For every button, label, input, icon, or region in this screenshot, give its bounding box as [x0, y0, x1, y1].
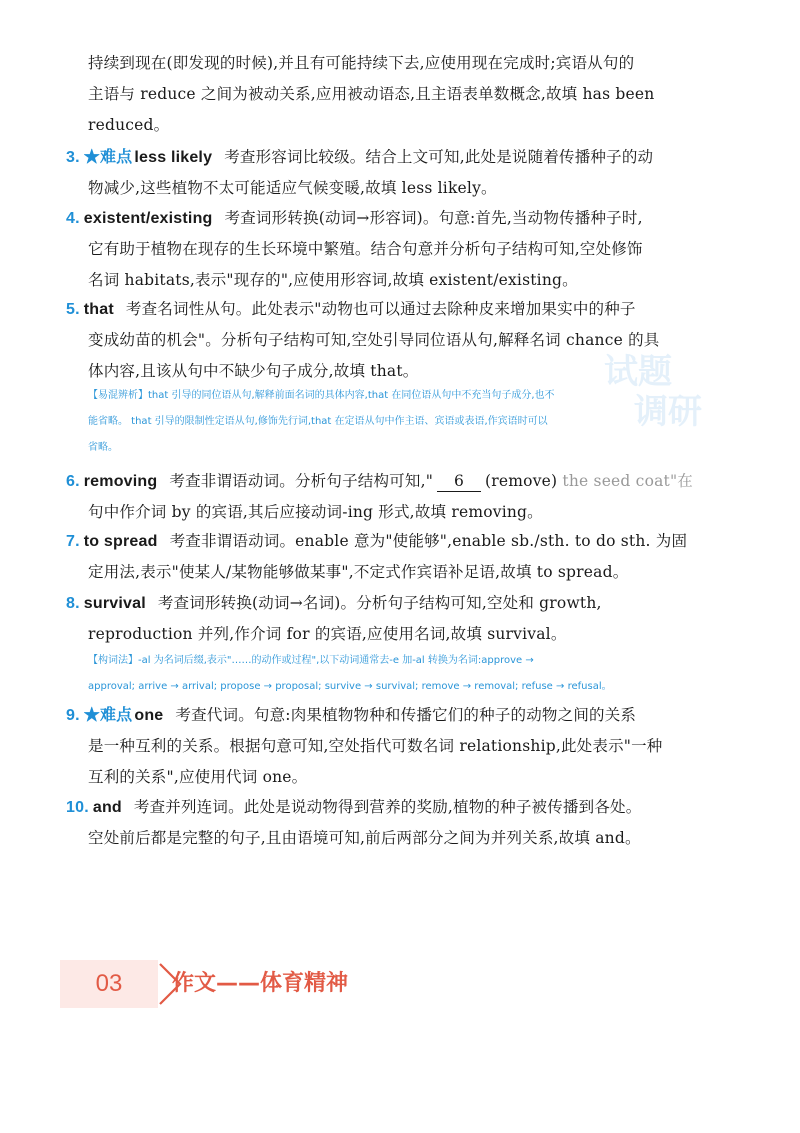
answer-key: removing: [83, 473, 158, 490]
answer-item-8: [66, 588, 746, 650]
explanation-text: 考查名词性从句。此处表示"动物也可以通过去除种皮来增加果实中的种子: [125, 300, 636, 318]
faded-text: the seed coat"在: [557, 472, 693, 490]
blank-number: 6: [437, 471, 481, 492]
item-number: 8.: [66, 595, 80, 612]
intro-paragraph: [66, 48, 746, 141]
explanation-text: 它有助于植物在现存的生长环境中繁殖。结合句意并分析句子结构可知,空处修饰: [88, 240, 643, 258]
answer-key: one: [134, 707, 164, 724]
note-line: 省略。: [88, 442, 118, 453]
text-line: reduced。: [88, 116, 170, 134]
item-number: 3.: [66, 149, 80, 166]
item-number: 6.: [66, 473, 80, 490]
section-number: 03: [60, 960, 158, 1008]
item-number: 9.: [66, 707, 80, 724]
item-number: 7.: [66, 533, 80, 550]
difficulty-star: ★难点: [83, 149, 133, 166]
explanation-text: 考查词形转换(动词→名词)。分析句子结构可知,空处和 growth,: [157, 594, 602, 612]
note-line: 能省略。 that 引导的限制性定语从句,修饰先行词,that 在定语从句中作主语、宾语或表语,作宾语时可以: [88, 416, 548, 427]
note-line: approval; arrive → arrival; propose → proposal; survive → survival; remove → removal; refuse → refusal。: [88, 681, 612, 692]
explanation-text: 名词 habitats,表示"现存的",应使用形容词,故填 existent/existing。: [88, 271, 578, 289]
answer-key: less likely: [134, 149, 213, 166]
explanation-text: reproduction 并列,作介词 for 的宾语,应使用名词,故填 survival。: [88, 625, 567, 643]
explanation-text: 是一种互利的关系。根据句意可知,空处指代可数名词 relationship,此处表示"一种: [88, 737, 663, 755]
note-line: 【构词法】-al 为名词后缀,表示"……的动作或过程",以下动词通常去-e 加-al 转换为名词:approve →: [88, 655, 534, 666]
item-number: 10.: [66, 799, 89, 816]
item-number: 4.: [66, 210, 80, 227]
explanation-text: 句中作介词 by 的宾语,其后应接动词-ing 形式,故填 removing。: [88, 503, 543, 521]
explanation-text: 考查形容词比较级。结合上文可知,此处是说随着传播种子的动: [224, 148, 654, 166]
explanation-text: 体内容,且该从句中不缺少句子成分,故填 that。: [88, 362, 419, 380]
answer-item-10: [66, 792, 746, 854]
section-title: 作文——体育精神: [172, 971, 349, 996]
hint-word: (remove): [485, 472, 558, 490]
tip-note-word-formation: [66, 648, 746, 700]
answer-item-3: [66, 142, 746, 204]
answer-key: to spread: [83, 533, 158, 550]
answer-key: and: [92, 799, 122, 816]
difficulty-star: ★难点: [83, 707, 133, 724]
explanation-text: 空处前后都是完整的句子,且由语境可知,前后两部分之间为并列关系,故填 and。: [88, 829, 641, 847]
note-line: 【易混辨析】that 引导的同位语从句,解释前面名词的具体内容,that 在同位语从句中不充当句子成分,也不: [88, 390, 555, 401]
answer-item-7: [66, 526, 746, 588]
explanation-text: 考查非谓语动词。enable 意为"使能够",enable sb./sth. to do sth. 为固: [169, 532, 688, 550]
explanation-text: 考查非谓语动词。分析句子结构可知,": [169, 472, 434, 490]
item-number: 5.: [66, 301, 80, 318]
watermark-stamp: 试题 调研: [604, 352, 702, 432]
answer-item-6: [66, 466, 746, 528]
answer-key: that: [83, 301, 114, 318]
answer-key: survival: [83, 595, 146, 612]
text-line: 持续到现在(即发现的时候),并且有可能持续下去,应使用现在完成时;宾语从句的: [88, 54, 635, 72]
explanation-text: 考查代词。句意:肉果植物物种和传播它们的种子的动物之间的关系: [175, 706, 637, 724]
explanation-text: 考查并列连词。此处是说动物得到营养的奖励,植物的种子被传播到各处。: [133, 798, 642, 816]
answer-item-4: [66, 203, 746, 296]
answer-key: existent/existing: [83, 210, 213, 227]
explanation-text: 互利的关系",应使用代词 one。: [88, 768, 308, 786]
section-header: [60, 960, 480, 1008]
explanation-text: 变成幼苗的机会"。分析句子结构可知,空处引导同位语从句,解释名词 chance 的具: [88, 331, 660, 349]
text-line: 主语与 reduce 之间为被动关系,应用被动语态,且主语表单数概念,故填 has been: [88, 85, 655, 103]
explanation-text: 考查词形转换(动词→形容词)。句意:首先,当动物传播种子时,: [224, 209, 643, 227]
explanation-text: 物减少,这些植物不太可能适应气候变暖,故填 less likely。: [88, 179, 497, 197]
answer-item-9: [66, 700, 746, 793]
explanation-text: 定用法,表示"使某人/某物能够做某事",不定式作宾语补足语,故填 to spread。: [88, 563, 629, 581]
